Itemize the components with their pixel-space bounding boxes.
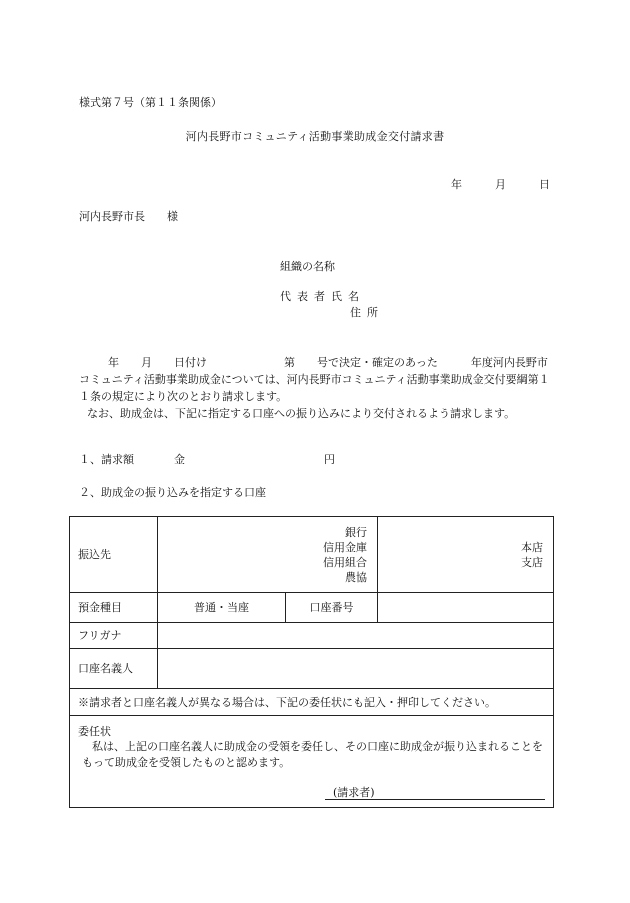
holder-label: 口座名義人 [70,649,158,689]
bank-type-kumiai: 信用組合 [323,555,367,569]
request-amount-label: １、請求額 [79,453,134,466]
account-heading: ２、助成金の振り込みを指定する口座 [79,486,266,499]
addressee: 河内長野市長 様 [79,210,178,223]
delegation-text: 私は、上記の口座名義人に助成金の受領を委任し、その口座に助成金が振り込まれることをもって助成金を受領したものと認めます。 [82,739,543,769]
signer-label: (請求者) [333,785,375,799]
branch-type-cell[interactable] [378,517,554,593]
signer-field[interactable] [325,785,545,800]
delegation-title: 委任状 [78,724,111,738]
form-number: 様式第７号（第１１条関係） [79,96,222,109]
holder-row [70,649,554,689]
bank-type-cell[interactable] [158,517,378,593]
body-paragraph-2: なお、助成金は、下記に指定する口座への振り込みにより交付されるよう請求します。 [87,407,516,420]
bank-type-nokyo: 農協 [345,570,367,584]
deposit-row [70,593,554,623]
note-row [70,689,554,716]
deposit-type-value[interactable]: 普通・当座 [158,593,286,623]
transfer-row [70,517,554,593]
delegation-note: ※請求者と口座名義人が異なる場合は、下記の委任状にも記入・押印してください。 [70,689,554,716]
branch-type-branch: 支店 [521,555,543,569]
kin-label: 金 [174,453,185,466]
bank-type-shinkin: 信用金庫 [323,540,367,554]
furigana-field[interactable] [158,623,554,649]
body-paragraph-1: 年 月 日付け 第 号で決定・確定のあった 年度河内長野市コミュニティ活動事業助成金については、河内長野市コミュニティ活動事業助成金交付要綱第１１条の規定により次のとおり請求します。 [79,356,550,403]
date-line [451,178,550,192]
account-table [69,516,554,808]
yen-label: 円 [324,453,335,466]
date-day: 日 [539,178,550,191]
account-number-label: 口座番号 [286,593,378,623]
date-month: 月 [495,178,506,191]
delegation-cell [70,716,554,808]
representative-label: 代表者氏名 [280,290,365,303]
document-title: 河内長野市コミュニティ活動事業助成金交付請求書 [185,130,445,143]
date-year: 年 [451,178,462,191]
deposit-label: 預金種目 [70,593,158,623]
org-name-label: 組織の名称 [280,260,335,273]
furigana-row [70,623,554,649]
furigana-label: フリガナ [70,623,158,649]
transfer-label: 振込先 [70,517,158,593]
account-number-field[interactable] [378,593,554,623]
request-body [79,354,553,422]
delegation-row [70,716,554,808]
request-amount-row [79,453,335,467]
address-label: 住所 [350,306,384,319]
bank-type-bank: 銀行 [345,525,367,539]
holder-field[interactable] [158,649,554,689]
branch-type-main: 本店 [521,540,543,554]
